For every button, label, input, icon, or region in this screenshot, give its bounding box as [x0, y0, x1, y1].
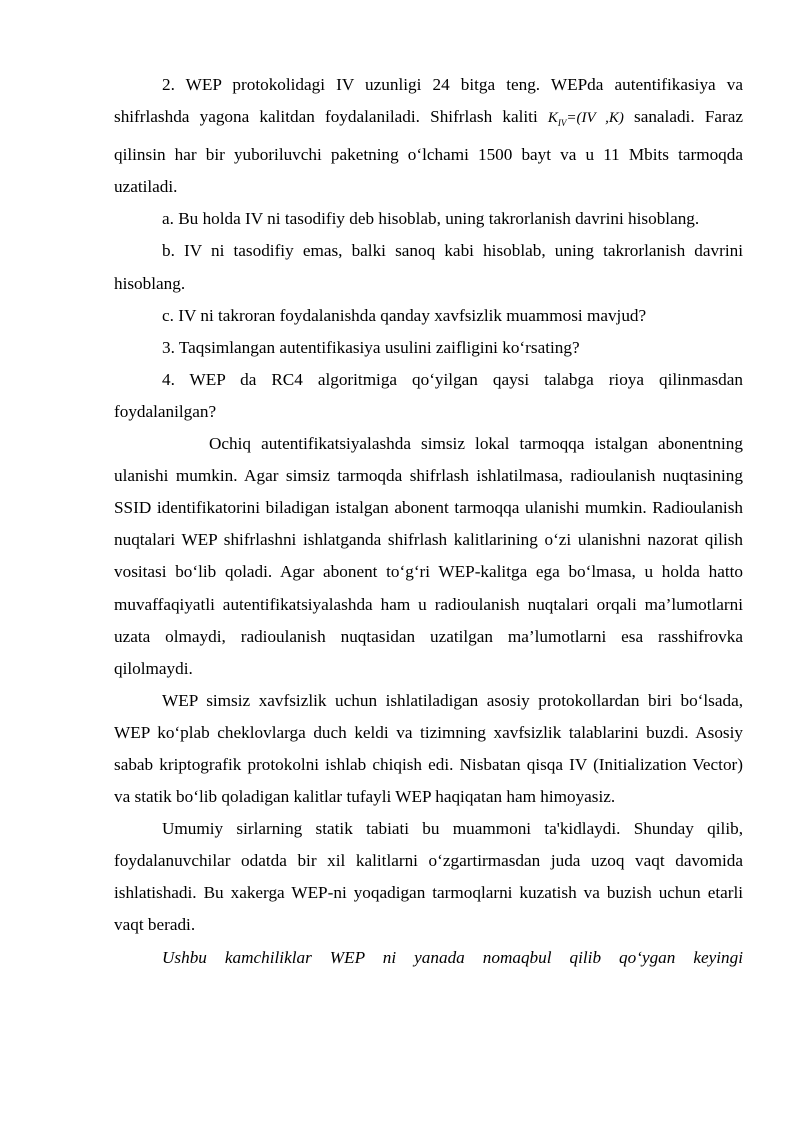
question-2-text-start: 2. WEP protokolidagi IV uzunligi 24 bitga teng. WEPda autentifikasiya va shifrlashda yagona kalitdan foydalaniladi. Shifrlash kaliti — [114, 75, 743, 127]
paragraph-continued: Ushbu kamchiliklar WEP ni yanada nomaqbul qilib qo‘ygan keyingi — [162, 947, 743, 967]
paragraph-static-keys: Umumiy sirlarning statik tabiati bu muammoni ta'kidlaydi. Shunday qilib, foydalanuvchilar odatda bir xil kalitlarni o‘zgartirmasdan juda uzoq vaqt davomida ishlatishadi. Bu xakerga WEP-ni yoqadigan tarmoqlarni kuzatish va buzish uchun etarli vaqt beradi. — [114, 819, 743, 935]
question-2-text-end: sanaladi. Faraz qilinsin har bir yuboriluvchi paketning o‘lchami 1500 bayt va u 11 Mbits tarmoqda uzatiladi. — [114, 107, 743, 197]
question-2a: a. Bu holda IV ni tasodifiy deb hisoblab, uning takrorlanish davrini hisoblang. — [162, 209, 700, 229]
paragraph-wep-limits: WEP simsiz xavfsizlik uchun ishlatiladigan asosiy protokollardan biri bo‘lsada, WEP ko‘plab cheklovlarga duch keldi va tizimning xavfsizlik talablarini buzdi. Asosiy sabab kriptografik protokolni ishlab chiqish edi. Nisbatan qisqa IV (Initialization Vector) va statik bo‘lib qoladigan kalitlar tufayli WEP haqiqatan ham himoyasiz. — [114, 690, 743, 807]
question-3: 3. Taqsimlangan autentifikasiya usulini zaifligini ko‘rsating? — [162, 337, 580, 357]
question-2c: c. IV ni takroran foydalanishda qanday xavfsizlik muammosi mavjud? — [162, 305, 647, 325]
question-4: 4. WEP da RC4 algoritmiga qo‘yilgan qaysi talabga rioya qilinmasdan foydalanilgan? — [114, 369, 743, 421]
question-2 — [114, 69, 743, 203]
question-2b: b. IV ni tasodifiy emas, balki sanoq kabi hisoblab, uning takrorlanish davrini hisoblang. — [114, 241, 743, 293]
paragraph-open-auth: Ochiq autentifikatsiyalashda simsiz lokal tarmoqqa istalgan abonentning ulanishi mumkin. Agar simsiz tarmoqda shifrlash ishlatilmasa, radioulanish nuqtasining SSID identifikatorini biladigan istalgan abonent tarmoqqa ulanishi mumkin. Radioulanish nuqtalari WEP shifrlashni ishlatganda shifrlash kalitlarining o‘zi ulanishni nazorat qilish vositasi bo‘lib qoladi. Agar abonent to‘g‘ri WEP-kalitga ega bo‘lmasa, u holda hatto muvaffaqiyatli autentifikatsiyalashda ham u radioulanish nuqtalari orqali ma’lumotlarni uzata olmaydi, radioulanish nuqtasidan uzatilgan ma’lumotlarni esa rasshifrovka qilolmaydi. — [114, 434, 743, 678]
key-formula: $K_{IV}=(IV$ ,K) — [547, 110, 624, 129]
